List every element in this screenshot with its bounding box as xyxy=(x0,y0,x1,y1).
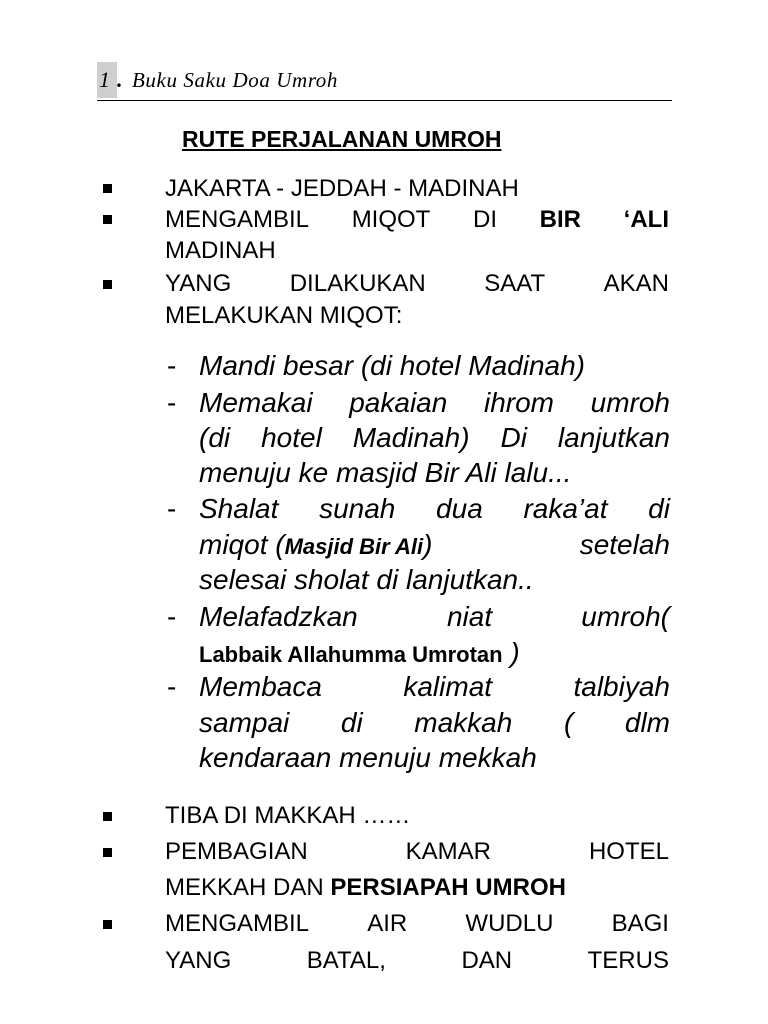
word: kalimat xyxy=(403,671,493,702)
route-item-1 xyxy=(165,173,669,204)
word-bold: BIR xyxy=(539,206,581,233)
word: sampai xyxy=(199,707,290,738)
step-2-line-3 xyxy=(199,456,670,490)
bullet-marker xyxy=(103,812,112,821)
miqot-item-line-2 xyxy=(165,235,669,266)
page-header xyxy=(97,62,672,101)
step-4-line-2 xyxy=(199,636,670,672)
word: BAGI xyxy=(611,910,669,937)
word: selesai sholat di lanjutkan.. xyxy=(199,564,534,595)
word: (di xyxy=(199,422,231,453)
word: sunah xyxy=(319,493,396,524)
word: pakaian xyxy=(349,387,448,418)
word: YANG xyxy=(165,270,232,297)
word: miqot ( xyxy=(199,529,285,560)
word: TIBA DI MAKKAH …… xyxy=(165,802,411,829)
word-bold: Masjid Bir Ali xyxy=(284,534,424,559)
word: AKAN xyxy=(603,270,669,297)
bullet-marker xyxy=(103,280,112,289)
word-bold: PERSIAPAH UMROH xyxy=(330,874,566,901)
step-5-line-3 xyxy=(199,741,670,775)
wudlu-item-line-2 xyxy=(165,945,669,976)
word: Melafadzkan xyxy=(199,601,358,632)
word: DILAKUKAN xyxy=(289,270,426,297)
step-5-line-1 xyxy=(199,670,670,704)
preparation-item-line-1 xyxy=(165,268,669,299)
step-2-line-1 xyxy=(199,386,670,420)
word-bold: ‘ALI xyxy=(623,206,669,233)
step-3-line-2 xyxy=(199,528,670,564)
word: DI xyxy=(473,206,497,233)
word: MADINAH xyxy=(165,237,276,264)
miqot-item-line-1 xyxy=(165,204,669,235)
word: PEMBAGIAN xyxy=(165,838,308,865)
word: Memakai xyxy=(199,387,313,418)
word: raka’at xyxy=(523,493,608,524)
word: Di xyxy=(500,422,527,453)
word: MELAKUKAN MIQOT: xyxy=(165,302,403,329)
word: BATAL, xyxy=(306,947,386,974)
word: dua xyxy=(436,493,483,524)
step-1-line-1 xyxy=(199,349,670,383)
word: umroh xyxy=(590,387,670,418)
dash-marker: - xyxy=(167,601,177,632)
word: ) xyxy=(502,637,520,668)
dash-marker: - xyxy=(167,350,177,381)
word: lanjutkan xyxy=(557,422,670,453)
phrase xyxy=(199,528,432,564)
word: AIR xyxy=(367,910,408,937)
word: Mandi besar (di hotel Madinah) xyxy=(199,350,585,381)
room-item-line-2 xyxy=(165,872,669,903)
word: makkah xyxy=(414,707,513,738)
word: Shalat xyxy=(199,493,279,524)
dash-marker: - xyxy=(167,387,177,418)
bullet-marker xyxy=(103,215,112,224)
step-3-line-1 xyxy=(199,492,670,526)
page-number: 1 xyxy=(97,62,117,98)
word: KAMAR xyxy=(405,838,492,865)
word: ( xyxy=(563,707,574,738)
room-item-line-1 xyxy=(165,836,669,867)
bullet-marker xyxy=(103,184,112,193)
word: Membaca xyxy=(199,671,322,702)
word: SAAT xyxy=(484,270,546,297)
word: dlm xyxy=(624,707,670,738)
word: MENGAMBIL xyxy=(165,206,310,233)
word: umroh( xyxy=(581,601,670,632)
word: DAN xyxy=(461,947,513,974)
wudlu-item-line-1 xyxy=(165,908,669,939)
page-title: RUTE PERJALANAN UMROH xyxy=(182,126,502,152)
word: talbiyah xyxy=(573,671,670,702)
step-5-line-2 xyxy=(199,706,670,740)
word: menuju ke masjid Bir Ali lalu... xyxy=(199,457,572,488)
word: ) xyxy=(423,529,433,560)
word: TERUS xyxy=(587,947,669,974)
word: setelah xyxy=(579,529,670,560)
word: WUDLU xyxy=(465,910,554,937)
word-bold: Labbaik Allahumma Umrotan xyxy=(199,642,503,667)
word: di xyxy=(648,493,670,524)
word: di xyxy=(340,707,363,738)
word: YANG xyxy=(165,947,232,974)
bullet-marker xyxy=(103,848,112,857)
word: hotel xyxy=(261,422,322,453)
word: kendaraan menuju mekkah xyxy=(199,742,537,773)
word: ihrom xyxy=(483,387,554,418)
page-number-dot: . xyxy=(117,67,123,92)
preparation-item-line-2 xyxy=(165,300,669,331)
bullet-marker xyxy=(103,920,112,929)
word: niat xyxy=(446,601,493,632)
route-text: JAKARTA - JEDDAH - MADINAH xyxy=(165,175,519,202)
word: HOTEL xyxy=(588,838,669,865)
dash-marker: - xyxy=(167,493,177,524)
book-title: Buku Saku Doa Umroh xyxy=(132,68,339,92)
step-2-line-2 xyxy=(199,421,670,455)
word: MIQOT xyxy=(351,206,431,233)
word: MENGAMBIL xyxy=(165,910,310,937)
arrival-item xyxy=(165,800,669,831)
dash-marker: - xyxy=(167,671,177,702)
step-4-line-1 xyxy=(199,600,670,634)
word: MEKKAH DAN xyxy=(165,874,331,901)
step-3-line-3 xyxy=(199,563,670,597)
word: Madinah) xyxy=(352,422,470,453)
